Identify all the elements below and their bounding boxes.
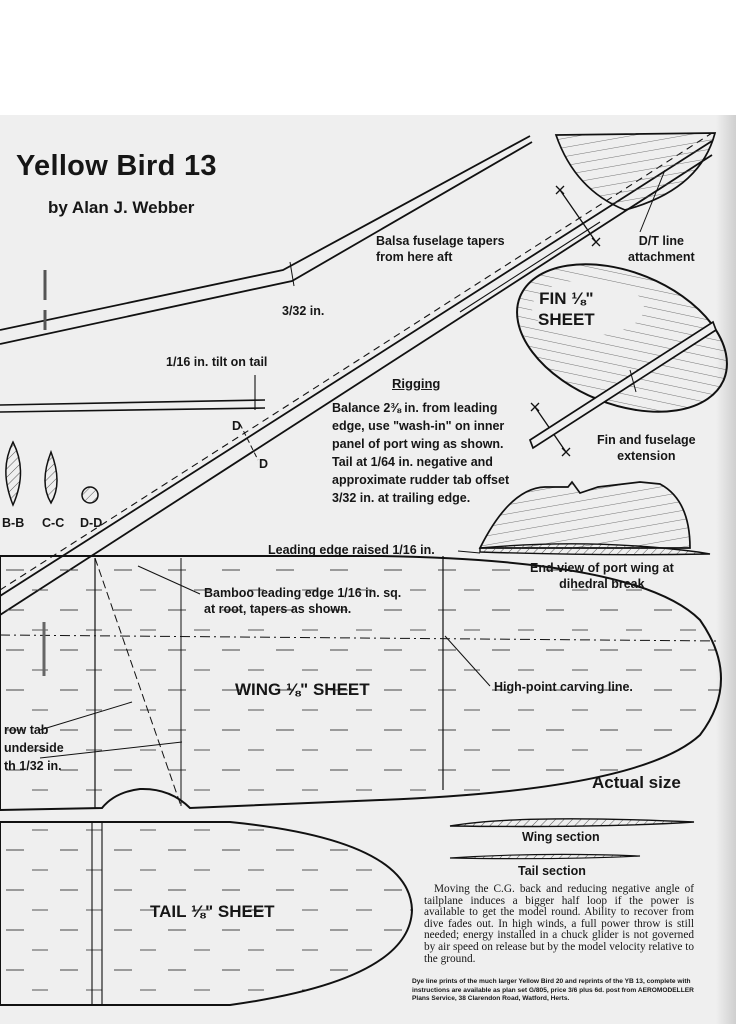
tab-label-2: underside — [4, 741, 64, 755]
tab-label-1: row tab — [4, 723, 49, 737]
wing-section-profile — [450, 819, 694, 827]
d-mark-bottom: D — [259, 457, 269, 471]
wing-section-label: Wing section — [522, 830, 600, 844]
end-view-label: End view of port wing at dihedral break — [530, 561, 674, 591]
bamboo-label: Bamboo leading edge 1/16 in. sq. at root, tapers as shown. — [204, 586, 402, 616]
dt-wedge — [556, 133, 715, 210]
d-mark-top: D — [232, 419, 242, 433]
fuselage-dimension-label: 3/32 in. — [282, 304, 325, 318]
fin-sheet — [495, 236, 736, 448]
notes-paragraph: Moving the C.G. back and reducing negative angle of tailplane induces a bigger half loop if the power is available to get the model round. Ability to recover from dive fades out. In high winds, a full power throw is still needed; energy installed in a chuck glider is not governed by air speed on release but by the model velocity relative to the ground. — [424, 883, 694, 965]
page-title: Yellow Bird 13 — [16, 150, 217, 182]
tail-sheet-label: TAIL ⅛" SHEET — [150, 902, 275, 921]
section-cc-label: C-C — [42, 516, 65, 530]
leading-edge-raised-label: Leading edge raised 1/16 in. — [268, 543, 435, 557]
tail-boom — [0, 375, 265, 412]
balsa-fuselage-label: Balsa fuselage tapers from here aft — [376, 234, 505, 264]
fin-sheet-label: FIN ⅛" SHEET — [538, 289, 595, 329]
tail-section-profile — [450, 854, 640, 858]
tab-label-3: th 1/32 in. — [4, 759, 62, 773]
section-dd-label: D-D — [80, 516, 103, 530]
high-point-label: High-point carving line. — [494, 680, 633, 694]
dt-line-label: D/T line attachment — [628, 234, 695, 264]
byline: by Alan J. Webber — [48, 198, 195, 217]
tilt-label: 1/16 in. tilt on tail — [166, 355, 268, 369]
wing-sheet-label: WING ⅛" SHEET — [235, 680, 370, 699]
rigging-text: Balance 2⅜ in. from leading edge, use "wash-in" on inner panel of port wing as shown. Tail at 1/64 in. negative and approximate rudder tab offset 3/32 in. at trailing edge. — [332, 401, 510, 505]
plans-credit: Dye line prints of the much larger Yellow Bird 20 and reprints of the YB 13, complete with instructions are available as plan set G/805, price 3/6 plus 6d. post from AEROMODELLER Plans Service, 38 Clarendon Road, Watford, Herts. — [412, 978, 694, 1002]
fin-extension-label: Fin and fuselage extension — [597, 433, 696, 463]
rigging-heading: Rigging — [392, 376, 441, 391]
actual-size-label: Actual size — [592, 773, 681, 792]
section-bb-label: B-B — [2, 516, 25, 530]
cross-sections — [6, 442, 98, 505]
tail-section-label: Tail section — [518, 864, 586, 878]
